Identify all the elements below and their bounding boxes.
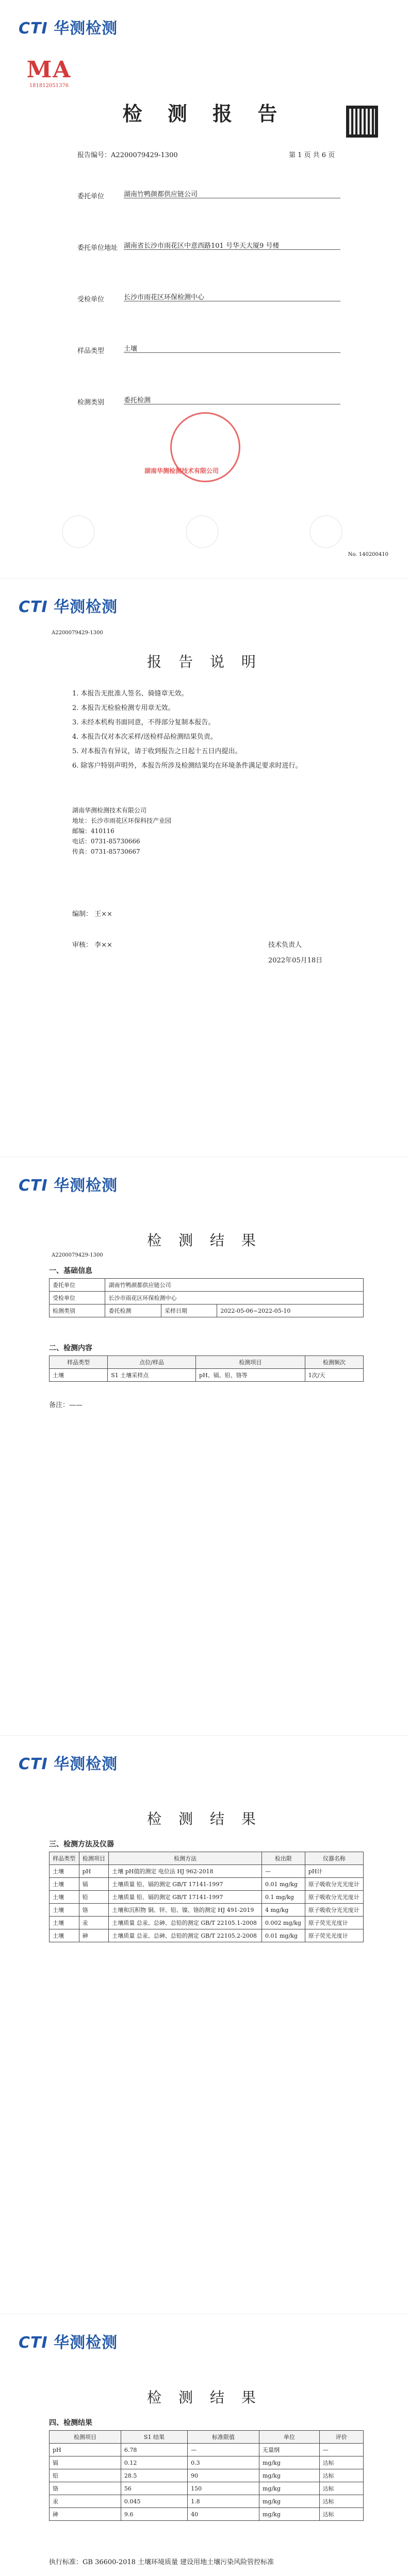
report-number: A2200079429-1300 xyxy=(52,630,103,636)
address-block: 湖南华测检测技术有限公司 地址：长沙市雨花区环保科技产业园 邮编：410116 电话：0731-85730666 传真：0731-85730667 xyxy=(72,807,172,855)
content-table: 样品类型 点位/样品 检测项目 检测频次 土壤 S1 土壤采样点 pH、镉、铅、铬等 1次/天 xyxy=(49,1355,364,1382)
company-name: 湖南华测检测技术有限公司 xyxy=(144,467,219,474)
report-number: 报告编号：A2200079429-1300 xyxy=(77,151,178,159)
field-value: 土壤 xyxy=(124,343,340,353)
subsection-title: 一、基础信息 xyxy=(49,1267,92,1275)
qr-code-icon xyxy=(346,106,378,138)
field-label: 检测类别 xyxy=(77,399,105,406)
field-label: 受检单位 xyxy=(77,296,105,303)
list-item: 1. 本报告无批准人签名、骑缝章无效。 xyxy=(72,690,188,698)
subsection-title: 二、检测内容 xyxy=(49,1344,92,1352)
subsection-title: 三、检测方法及仪器 xyxy=(49,1840,114,1849)
method-table: 样品类型 检测项目 检测方法 检出限 仪器名称 土壤 pH 土壤 pH值的测定 电位法 HJ 962-2018 — pH计 土壤 镉 土壤质量 铅、镉的测定 GB/T 17141-1997 0.01 mg/kg 原子吸收分光光度计 土壤 铅 土壤质量 铅、镉的测定 GB/T 17141-1997 0.1 mg/kg 原子吸收分光光度计 土壤 铬 土壤和沉积物 铜、锌、铅、镍、铬的测定 HJ 491-2019 4 mg/kg 原子吸收分光光度计 土壤 汞 土壤质量 总汞、总砷、总铅的测定 GB/T 22105.1-2008 0.002 mg/kg 原子荧光光度计 土壤 砷 土壤质量 总汞、总砷、总铅的测定 GB/T 22105.2-2008 0.01 mg/kg 原子荧光光度计 xyxy=(49,1852,364,1942)
list-item: 6. 除客户特别声明外，本报告所涉及检测结果均在环境条件满足要求时进行。 xyxy=(72,762,302,770)
basic-info-table: 委托单位 湖南竹鸭颜都供应链公司 受检单位 长沙市雨花区环保检测中心 检测类别 委托检测 采样日期 2022-05-06~2022-05-10 xyxy=(49,1278,364,1317)
field-value: 长沙市雨花区环保检测中心 xyxy=(124,292,340,301)
report-number: A2200079429-1300 xyxy=(52,1252,103,1258)
company-logo: CTI 华测检测 xyxy=(19,20,118,38)
list-item: 5. 对本报告有异议，请于收到报告之日起十五日内提出。 xyxy=(72,748,242,755)
report-title: 检 测 报 告 xyxy=(122,102,287,125)
section-title: 检 测 结 果 xyxy=(147,2389,262,2406)
cover-page xyxy=(0,0,409,579)
subsection-title: 四、检测结果 xyxy=(49,2419,92,2427)
field-value: 湖南省长沙市雨花区中意西路101 号华天大厦9 号楼 xyxy=(124,240,340,250)
company-logo: CTI 华测检测 xyxy=(19,1755,118,1773)
result-page-1 xyxy=(0,1157,409,1736)
field-value: 湖南竹鸭颜都供应链公司 xyxy=(124,189,340,198)
standard-note: 执行标准：GB 36600-2018 土壤环境质量 建设用地土壤污染风险管控标准 xyxy=(49,2558,274,2566)
result-page-2 xyxy=(0,1736,409,2314)
list-item: 2. 本报告无检验检测专用章无效。 xyxy=(72,704,175,712)
section-title: 检 测 结 果 xyxy=(147,1810,262,1827)
remark: 备注：—— xyxy=(49,1401,83,1409)
company-logo: CTI 华测检测 xyxy=(19,2334,118,2352)
result-page-3 xyxy=(0,2314,409,2576)
list-item: 3. 未经本机构书面同意，不得部分复制本报告。 xyxy=(72,719,215,726)
signer-role: 技术负责人 xyxy=(268,941,302,949)
page-indicator: 第 1 页 共 6 页 xyxy=(289,151,335,159)
watermark-icon xyxy=(62,515,95,548)
watermark-icon xyxy=(186,515,219,548)
section-title: 报 告 说 明 xyxy=(147,653,262,670)
cma-mark: MA 181812051376 xyxy=(26,57,72,89)
field-label: 委托单位 xyxy=(77,193,105,200)
signature-row: 审核： 李×× xyxy=(72,941,112,949)
company-logo: CTI 华测检测 xyxy=(19,598,118,616)
signature-row: 编制： 王×× xyxy=(72,910,112,918)
sign-date: 2022年05月18日 xyxy=(268,957,323,964)
field-label: 委托单位地址 xyxy=(77,244,118,252)
company-logo: CTI 华测检测 xyxy=(19,1177,118,1195)
list-item: 4. 本报告仅对本次采样/送检样品检测结果负责。 xyxy=(72,733,217,741)
watermark-icon xyxy=(309,515,342,548)
notice-list xyxy=(72,687,302,773)
field-label: 样品类型 xyxy=(77,347,105,355)
explanation-page xyxy=(0,579,409,1157)
footer-code: No. 140200410 xyxy=(348,552,388,557)
field-value: 委托检测 xyxy=(124,395,340,404)
result-table: 检测项目 S1 结果 标准限值 单位 评价 pH 6.78 — 无量纲 — 镉 0.12 0.3 mg/kg 达标 铅 28.5 90 mg/kg 达标 铬 56 150 mg/kg 达标 汞 0.045 1.8 mg/kg 达标 砷 9.6 40 mg/kg 达标 xyxy=(49,2430,364,2521)
section-title: 检 测 结 果 xyxy=(147,1232,262,1249)
